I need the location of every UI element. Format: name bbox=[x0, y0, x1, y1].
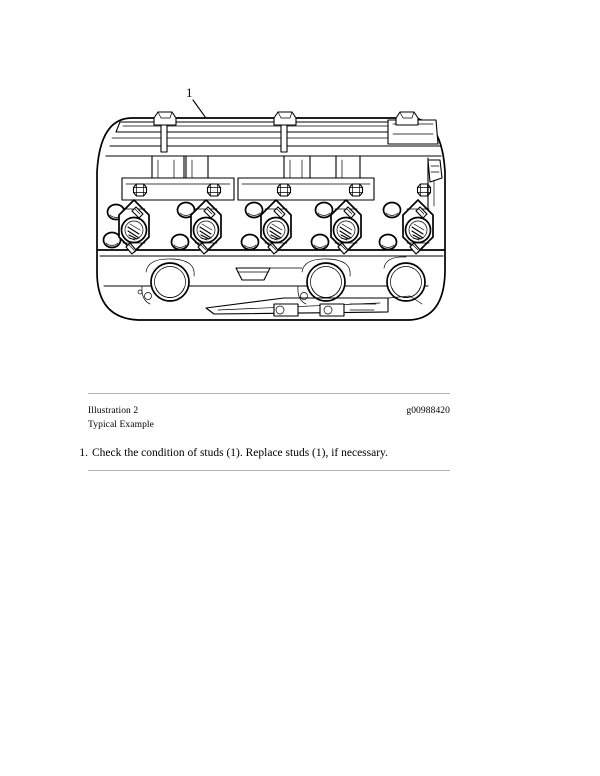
illustration-caption bbox=[88, 404, 450, 438]
step-item bbox=[72, 445, 472, 461]
caption-divider-top bbox=[88, 393, 450, 394]
section-divider-bottom bbox=[88, 470, 450, 471]
procedure-steps bbox=[72, 445, 472, 461]
cylinder-head-body bbox=[97, 112, 445, 320]
step-marker: 1. bbox=[79, 447, 88, 459]
graphic-id: g00988420 bbox=[406, 406, 450, 416]
cylinder-head-drawing bbox=[88, 60, 452, 360]
illustration-subtitle: Typical Example bbox=[88, 420, 154, 430]
illustration-title: Illustration 2 bbox=[88, 406, 139, 416]
bore-1 bbox=[151, 263, 189, 301]
illustration-figure bbox=[88, 60, 452, 360]
callout-1-label: 1 bbox=[186, 85, 193, 100]
bore-3 bbox=[387, 263, 425, 301]
bore-2 bbox=[307, 263, 345, 301]
caption-title-row bbox=[88, 404, 450, 419]
step-text: Check the condition of studs (1). Replace studs (1), if necessary. bbox=[92, 447, 388, 459]
